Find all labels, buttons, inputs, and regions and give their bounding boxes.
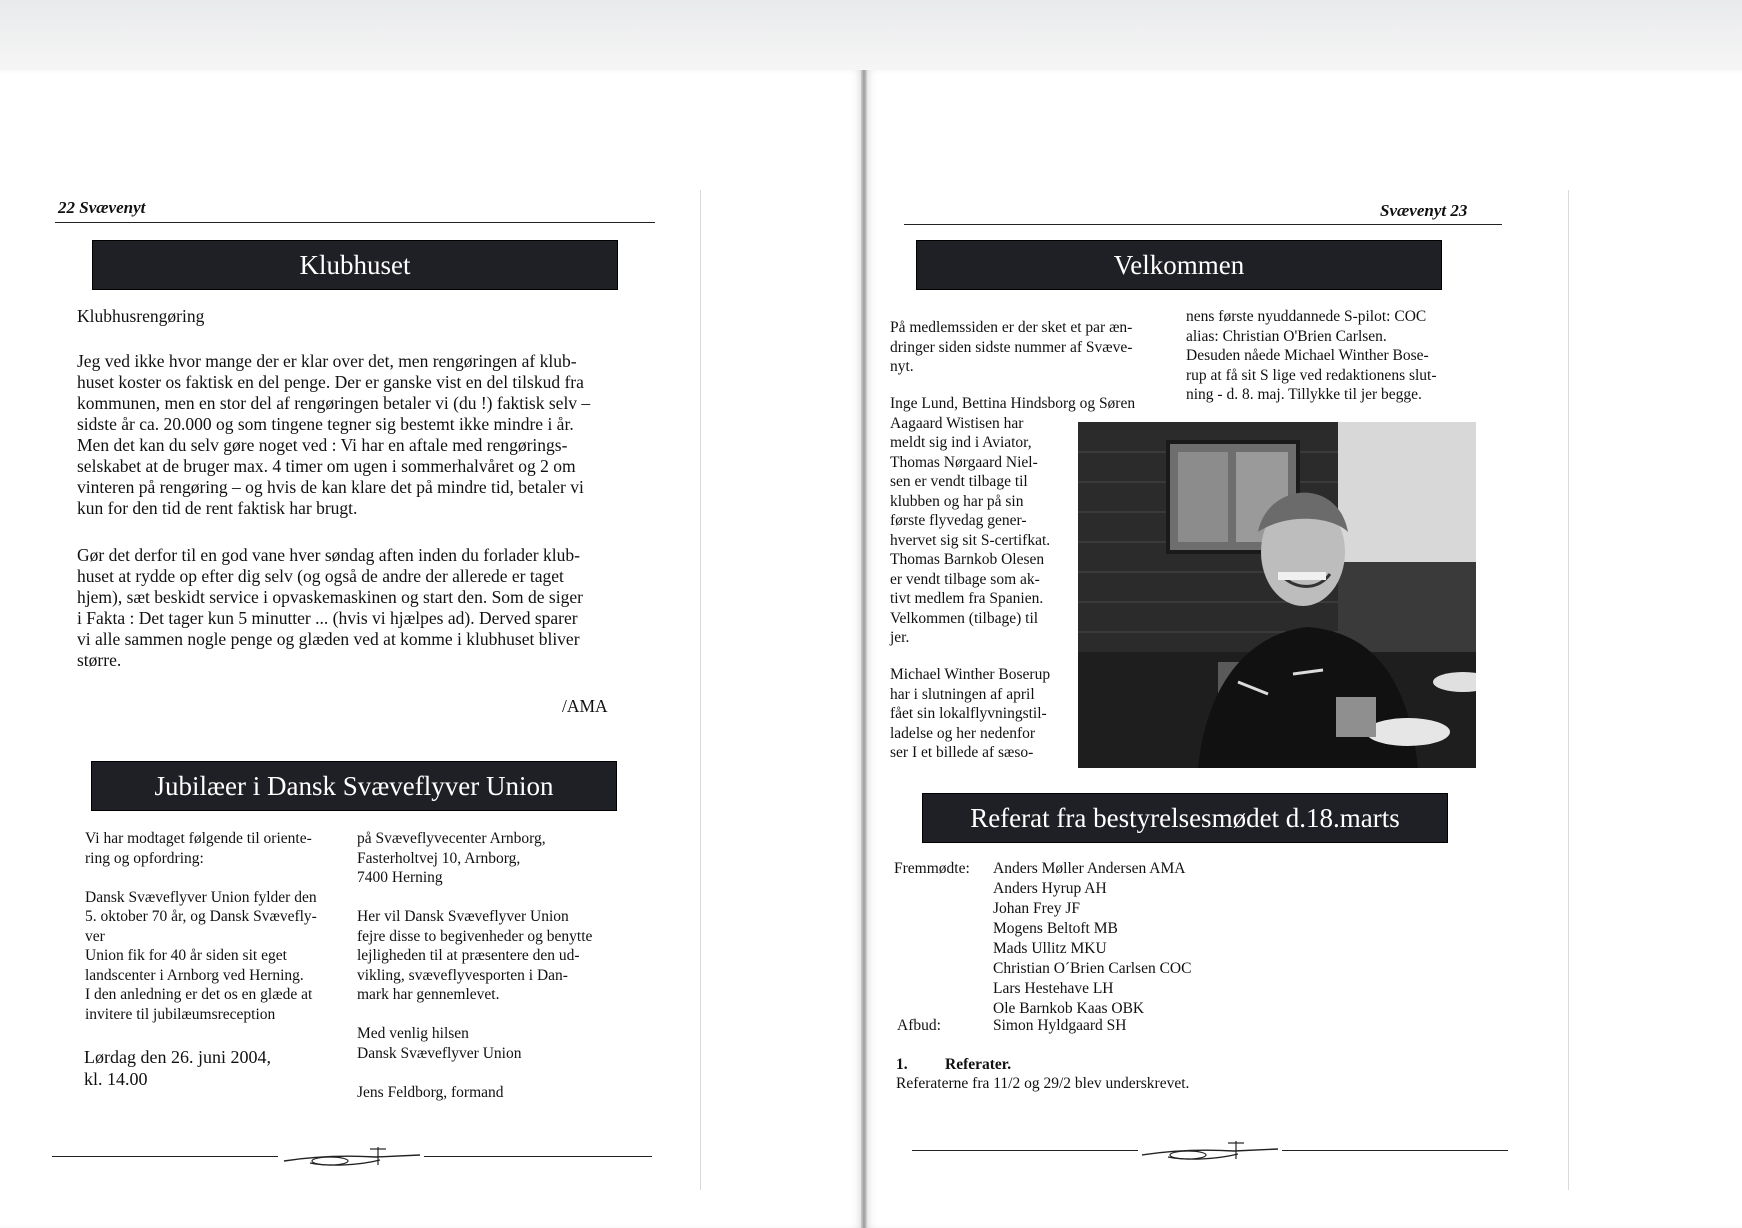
text-line: Thomas Barnkob Olesen: [890, 551, 1045, 568]
line-spacer: [357, 1063, 637, 1083]
glider-icon: [1138, 1137, 1282, 1167]
running-head-left: 22 Svævenyt: [58, 198, 146, 217]
text-line: meldt sig ind i Aviator,: [890, 434, 1032, 451]
text-line: Med venlig hilsen: [357, 1025, 469, 1042]
footer-rule-right: [424, 1156, 652, 1157]
text-line: Union fik for 40 år siden sit eget: [85, 947, 287, 964]
text-line: invitere til jubilæumsreception: [85, 1005, 276, 1023]
absent-name: Simon Hyldgaard SH: [993, 1017, 1127, 1034]
photo-illustration: [1078, 422, 1476, 768]
text-line: I den anledning er det os en glæde at: [85, 986, 313, 1003]
attendees-label: Fremmødte:: [894, 860, 970, 877]
list-item: Lars Hestehave LH: [993, 980, 1114, 997]
text-line: lejligheden til at præsentere den ud-: [357, 947, 580, 964]
running-head-right: Svævenyt 23: [1380, 201, 1468, 220]
footer-rule-left: [912, 1150, 1138, 1151]
text-line: Thomas Nørgaard Niel-: [890, 453, 1038, 471]
pilot-photo: [1078, 422, 1476, 768]
list-item: Ole Barnkob Kaas OBK: [993, 1000, 1145, 1017]
text-line: rup at få sit S lige ved redaktionens slut-: [1186, 366, 1437, 384]
list-item: Mads Ullitz MKU: [993, 940, 1107, 957]
header-rule: [904, 224, 1502, 225]
footer-rule-left: [52, 1156, 278, 1157]
text-line: i Fakta : Det tager kun 5 minutter ... (hvis vi hjælpes ad). Derved sparer: [77, 608, 578, 628]
text-line: på Svæveflyvecenter Arnborg,: [357, 830, 546, 847]
agenda-item-number: 1.: [896, 1056, 908, 1073]
klubhuset-paragraph-1: [77, 351, 637, 519]
velkommen-column-2: [1186, 307, 1486, 405]
text-line: Her vil Dansk Svæveflyver Union: [357, 908, 569, 925]
list-item: Anders Hyrup AH: [993, 880, 1107, 897]
line-spacer: [357, 1005, 637, 1025]
absent-label: Afbud:: [897, 1017, 941, 1034]
line-spacer: [357, 888, 637, 908]
text-line: På medlemssiden er der sket et par æn-: [890, 319, 1133, 336]
list-item: Mogens Beltoft MB: [993, 920, 1118, 937]
text-line: Inge Lund, Bettina Hindsborg og Søren: [890, 395, 1136, 412]
signature: /AMA: [562, 696, 608, 716]
glider-icon: [280, 1143, 424, 1173]
text-line: vi alle sammen nogle penge og glæden ved at komme i klubhuset bliver: [77, 629, 580, 649]
velkommen-intro: [890, 318, 1180, 377]
section-banner-klubhuset: Klubhuset: [92, 240, 618, 290]
list-item: Christian O´Brien Carlsen COC: [993, 960, 1192, 977]
text-line: jer.: [890, 629, 910, 646]
text-line: Vi har modtaget følgende til oriente-: [85, 830, 312, 847]
text-line: Aagaard Wistisen har: [890, 414, 1024, 432]
text-line: Jens Feldborg, formand: [357, 1083, 504, 1101]
list-item: Anders Møller Andersen AMA: [993, 860, 1186, 877]
text-line: Velkommen (tilbage) til: [890, 609, 1039, 627]
text-line: Michael Winther Boserup: [890, 666, 1051, 683]
text-line: ser I et billede af sæso-: [890, 744, 1034, 761]
text-line: første flyvedag gener-: [890, 512, 1027, 529]
reception-date: [84, 1046, 271, 1090]
text-line: kl. 14.00: [84, 1069, 148, 1089]
text-line: ver: [85, 927, 105, 945]
text-line: 7400 Herning: [357, 869, 443, 886]
text-line: alias: Christian O'Brien Carlsen.: [1186, 327, 1387, 345]
text-line: Dansk Svæveflyver Union: [357, 1044, 522, 1062]
header-rule: [55, 222, 655, 223]
text-line: Dansk Svæveflyver Union fylder den: [85, 888, 317, 906]
agenda-item-title: Referater.: [945, 1056, 1012, 1073]
line-spacer: [85, 868, 355, 888]
text-line: vikling, svæveflyvesporten i Dan-: [357, 966, 568, 984]
text-line: nyt.: [890, 358, 914, 375]
page-edge-shadow: [1568, 190, 1569, 1190]
text-line: fået sin lokalflyvningstil-: [890, 705, 1047, 722]
text-line: tivt medlem fra Spanien.: [890, 590, 1044, 607]
text-line: vinteren på rengøring – og hvis de kan klare det på mindre tid, betaler vi: [77, 477, 584, 497]
text-line: fejre disse to begivenheder og benytte: [357, 927, 593, 945]
text-line: større.: [77, 650, 122, 670]
text-line: 5. oktober 70 år, og Dansk Svævefly-: [85, 908, 317, 925]
text-line: mark har gennemlevet.: [357, 986, 500, 1003]
text-line: har i slutningen af april: [890, 685, 1035, 703]
subheading: Klubhusrengøring: [77, 306, 205, 326]
text-line: Desuden nåede Michael Winther Bose-: [1186, 347, 1429, 364]
page-edge-shadow: [700, 190, 701, 1190]
text-line: selskabet at de bruger max. 4 timer om ugen i sommerhalvåret og 2 om: [77, 456, 576, 476]
text-line: Fasterholtvej 10, Arnborg,: [357, 849, 521, 867]
text-line: hjem), sæt beskidt service i opvaskemaskinen og start den. Som de siger: [77, 587, 583, 607]
book-gutter: [861, 70, 867, 1228]
text-line: huset koster os faktisk en del penge. Der er ganske vist en del tilskud fra: [77, 372, 584, 392]
text-line: huset at rydde op efter dig selv (og også de andre der allerede er taget: [77, 566, 564, 586]
section-banner-referat: Referat fra bestyrelsesmødet d.18.marts: [922, 793, 1448, 843]
klubhuset-paragraph-2: [77, 545, 637, 671]
text-line: ring og opfordring:: [85, 849, 204, 867]
text-line: sen er vendt tilbage til: [890, 473, 1028, 490]
footer-rule-right: [1282, 1150, 1508, 1151]
jubilaeum-column-2: [357, 829, 637, 1102]
jubilaeum-column-1: [85, 829, 355, 1024]
section-banner-velkommen: Velkommen: [916, 240, 1442, 290]
text-line: Gør det derfor til en god vane hver søndag aften inden du forlader klub-: [77, 545, 580, 565]
text-line: sidste år ca. 20.000 og som tingene tegner sig bestemt ikke mindre i år.: [77, 414, 574, 434]
velkommen-members-b: [890, 665, 1070, 763]
text-line: hvervet sig sit S-certifkat.: [890, 531, 1051, 549]
text-line: nens første nyuddannede S-pilot: COC: [1186, 308, 1427, 325]
section-banner-jubilaeum: Jubilæer i Dansk Svæveflyver Union: [91, 761, 617, 811]
text-line: landscenter i Arnborg ved Herning.: [85, 966, 304, 984]
text-line: er vendt tilbage som ak-: [890, 570, 1040, 588]
agenda-item-text: Referaterne fra 11/2 og 29/2 blev underskrevet.: [896, 1075, 1190, 1092]
text-line: ning - d. 8. maj. Tillykke til jer begge.: [1186, 386, 1422, 403]
list-item: Johan Frey JF: [993, 900, 1080, 917]
text-line: kun for den tid de rent faktisk har brugt.: [77, 498, 358, 518]
text-line: dringer siden sidste nummer af Svæve-: [890, 338, 1133, 356]
text-line: ladelse og her nedenfor: [890, 724, 1036, 742]
scan-background: [0, 0, 1742, 72]
text-line: Men det kan du selv gøre noget ved : Vi har en aftale med rengørings-: [77, 435, 568, 455]
text-line: Lørdag den 26. juni 2004,: [84, 1047, 271, 1067]
text-line: kommunen, men en stor del af rengøringen betaler vi (du !) faktisk selv –: [77, 393, 591, 413]
text-line: klubben og har på sin: [890, 492, 1024, 510]
attendee-list: [993, 859, 1191, 1019]
text-line: Jeg ved ikke hvor mange der er klar over det, men rengøringen af klub-: [77, 351, 577, 371]
